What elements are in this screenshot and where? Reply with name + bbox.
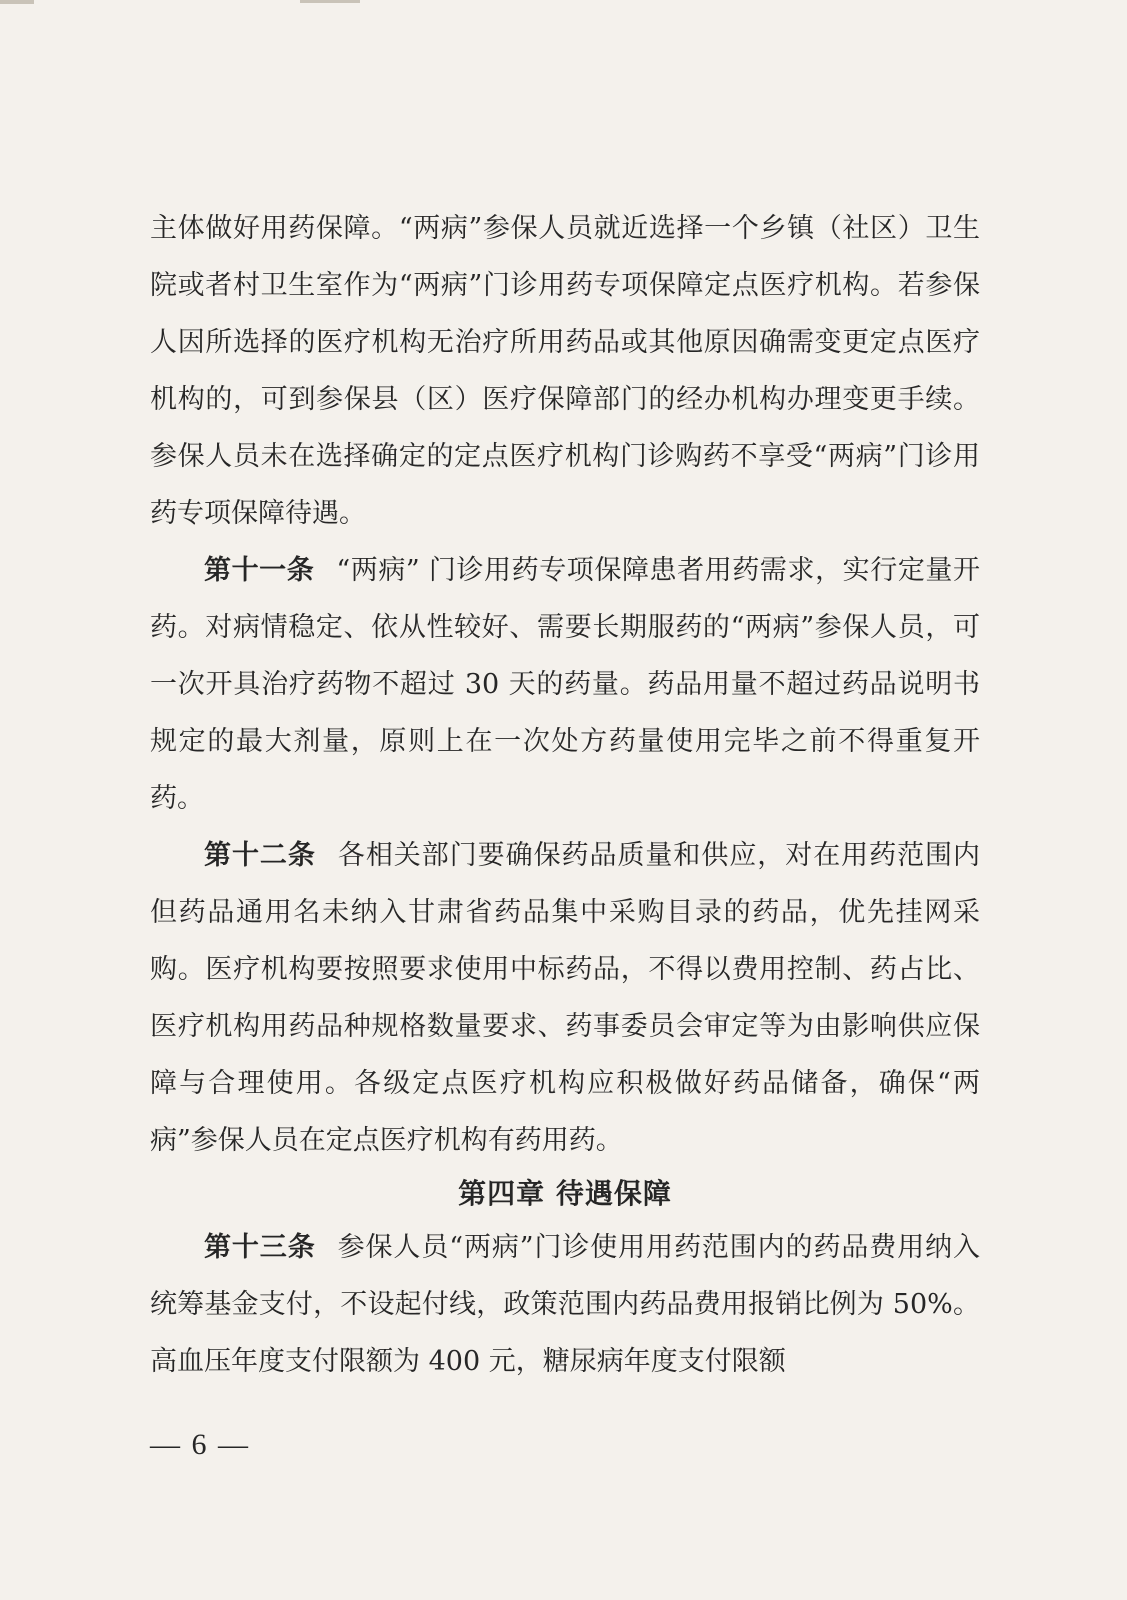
continuation-paragraph: 主体做好用药保障。“两病”参保人员就近选择一个乡镇（社区）卫生院或者村卫生室作为“两病”门诊用药专项保障定点医疗机构。若参保人因所选择的医疗机构无治疗所用药品或其他原因确需变更定点医疗机构的，可到参保县（区）医疗保障部门的经办机构办理变更手续。参保人员未在选择确定的定点医疗机构门诊购药不享受“两病”门诊用药专项保障待遇。 bbox=[150, 213, 980, 529]
body-text bbox=[150, 200, 980, 1390]
article-text: 各相关部门要确保药品质量和供应，对在用药范围内但药品通用名未纳入甘肃省药品集中采购目录的药品，优先挂网采购。医疗机构要按照要求使用中标药品，不得以费用控制、药占比、医疗机构用药品种规格数量要求、药事委员会审定等为由影响供应保障与合理使用。各级定点医疗机构应积极做好药品储备，确保“两病”参保人员在定点医疗机构有药用药。 bbox=[150, 840, 981, 1156]
article-text: 参保人员“两病”门诊使用用药范围内的药品费用纳入统筹基金支付，不设起付线，政策范围内药品费用报销比例为 50%。高血压年度支付限额为 400 元，糖尿病年度支付限额 bbox=[150, 1232, 981, 1377]
article-title: 第十三条 bbox=[204, 1232, 316, 1263]
article-13 bbox=[150, 1219, 980, 1390]
article-title: 第十二条 bbox=[204, 840, 316, 871]
scan-edge-mark bbox=[0, 0, 34, 4]
scan-edge-mark bbox=[300, 0, 360, 3]
chapter-heading: 第四章 待遇保障 bbox=[458, 1177, 672, 1210]
article-11 bbox=[150, 542, 980, 827]
article-text: “两病” 门诊用药专项保障患者用药需求，实行定量开药。对病情稳定、依从性较好、需要长期服药的“两病”参保人员，可一次开具治疗药物不超过 30 天的药量。药品用量不超过药品说明书规定的最大剂量，原则上在一次处方药量使用完毕之前不得重复开药。 bbox=[150, 555, 980, 814]
article-title: 第十一条 bbox=[204, 555, 315, 586]
article-12 bbox=[150, 827, 980, 1169]
page-number: — 6 — bbox=[150, 1428, 250, 1461]
